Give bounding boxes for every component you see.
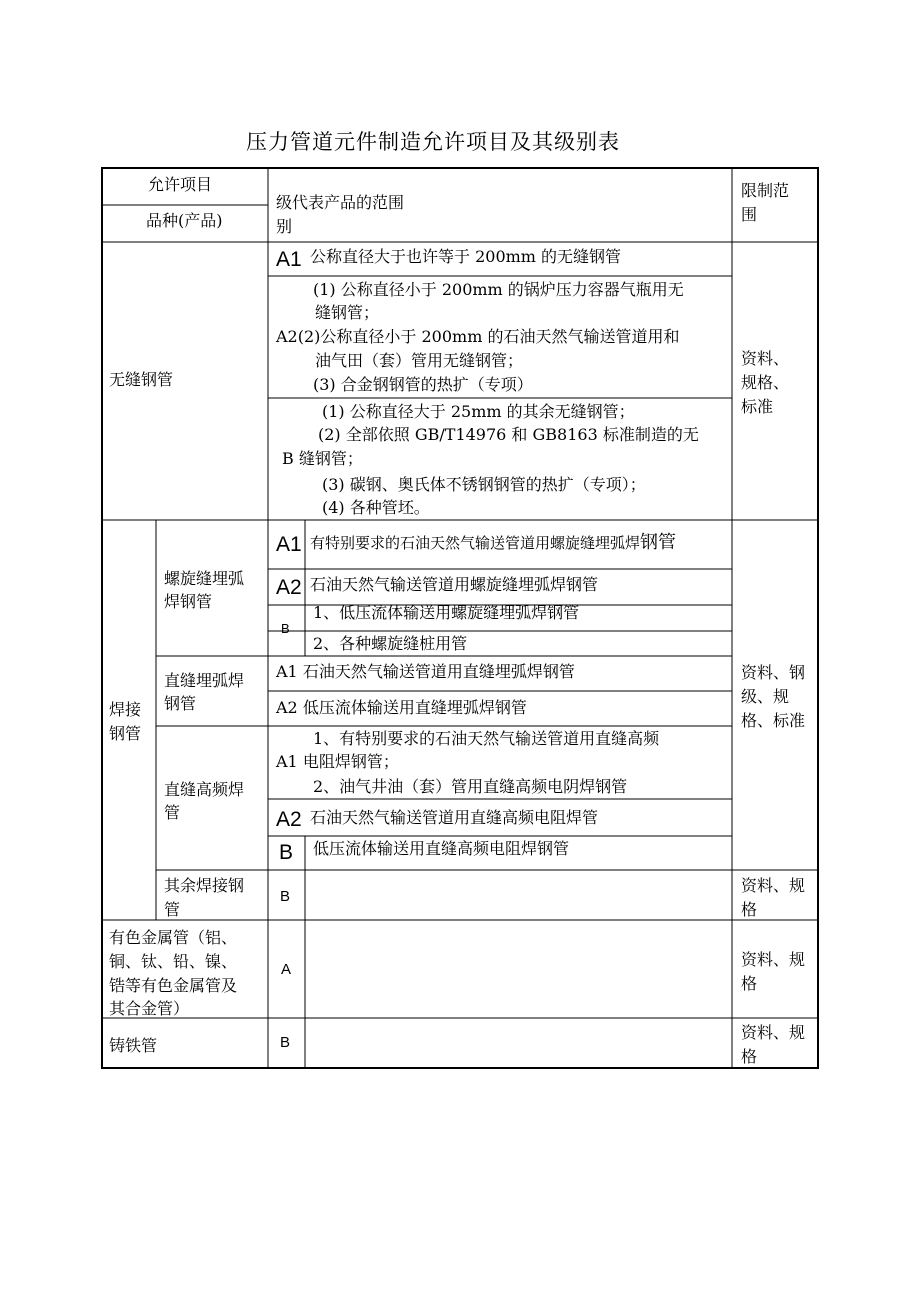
welded-limit-2: 级、规 xyxy=(741,687,790,706)
seamless-a2-line1: (1) 公称直径小于 200mm 的锅炉压力容器气瓶用无 xyxy=(313,280,684,299)
other-welded-limit-2: 格 xyxy=(741,900,758,919)
lsaw-name-1: 直缝埋弧焊 xyxy=(164,671,245,690)
seamless-limit-3: 标准 xyxy=(741,397,774,416)
nonferrous-name-4: 其合金管） xyxy=(109,999,190,1018)
castiron-code: B xyxy=(280,1034,291,1051)
seamless-b-line2: (2) 全部依照 GB/T14976 和 GB8163 标准制造的无 xyxy=(318,425,699,444)
castiron-limit-2: 格 xyxy=(741,1047,758,1066)
erw-name-2: 管 xyxy=(164,803,181,822)
nonferrous-code: A xyxy=(281,961,292,978)
seamless-a1-text: 公称直径大于也许等于 200mm 的无缝钢管 xyxy=(310,247,622,266)
spiral-b-line2: 2、各种螺旋缝桩用管 xyxy=(313,634,468,653)
spiral-a1-text xyxy=(310,531,676,555)
welded-limit-3: 格、标准 xyxy=(741,711,806,730)
erw-b-text: 低压流体输送用直缝高频电阻焊钢管 xyxy=(313,839,570,858)
header-limit-suffix: 围 xyxy=(741,205,758,224)
seamless-b-line1: (1) 公称直径大于 25mm 的其余无缝钢管； xyxy=(322,402,635,421)
header-level-suffix: 别 xyxy=(276,217,293,236)
spiral-b-line1: 1、低压流体输送用螺旋缝埋弧焊钢管 xyxy=(313,603,580,622)
spiral-b-code: B xyxy=(281,621,290,636)
welded-name-2: 钢管 xyxy=(109,724,142,743)
erw-b-code: B xyxy=(279,841,294,864)
seamless-name: 无缝钢管 xyxy=(109,370,174,389)
other-welded-name-1: 其余焊接钢 xyxy=(164,876,245,895)
seamless-b-line4: (3) 碳钢、奥氏体不锈钢钢管的热扩（专项）； xyxy=(322,475,646,494)
other-welded-name-2: 管 xyxy=(164,900,181,919)
seamless-a2-line2: 缝钢管； xyxy=(315,303,380,322)
spiral-a2-text: 石油天然气输送管道用螺旋缝埋弧焊钢管 xyxy=(310,575,599,594)
seamless-b-line3: B 缝钢管； xyxy=(282,449,363,468)
welded-limit-1: 资料、钢 xyxy=(741,663,806,682)
seamless-limit-2: 规格、 xyxy=(741,373,790,392)
spiral-name-1: 螺旋缝埋弧 xyxy=(164,569,245,588)
seamless-a1-code: A1 xyxy=(276,248,302,271)
seamless-a2-line4: 油气田（套）管用无缝钢管； xyxy=(315,351,524,370)
lsaw-a1: A1 石油天然气输送管道用直缝埋弧焊钢管 xyxy=(276,662,575,681)
spiral-a1-code: A1 xyxy=(276,533,302,556)
nonferrous-name-1: 有色金属管（铝、 xyxy=(109,928,238,947)
header-limit: 限制范 xyxy=(741,181,790,200)
spiral-a2-code: A2 xyxy=(276,576,302,599)
castiron-name: 铸铁管 xyxy=(109,1036,158,1055)
page-title: 压力管道元件制造允许项目及其级别表 xyxy=(246,130,620,154)
lsaw-a2: A2 低压流体输送用直缝埋弧焊钢管 xyxy=(276,698,527,717)
seamless-a2-line3: A2(2)公称直径小于 200mm 的石油天然气输送管道用和 xyxy=(276,327,680,346)
nonferrous-name-2: 铜、钛、铅、镍、 xyxy=(109,952,238,971)
seamless-b-line5: (4) 各种管坯。 xyxy=(322,498,430,517)
erw-name-1: 直缝高频焊 xyxy=(164,780,245,799)
erw-a1-line3: 2、油气井油（套）管用直缝高频电阴焊钢管 xyxy=(313,777,628,796)
erw-a2-text: 石油天然气输送管道用直缝高频电阻焊管 xyxy=(310,808,599,827)
header-variety: 品种(产品) xyxy=(146,211,223,230)
header-permit-item: 允许项目 xyxy=(148,175,213,194)
spiral-a1-text-main: 有特别要求的石油天然气输送管道用螺旋缝埋弧焊 xyxy=(310,534,641,552)
welded-name-1: 焊接 xyxy=(109,700,142,719)
spiral-a1-text-tail: 钢管 xyxy=(640,532,677,553)
lsaw-name-2: 钢管 xyxy=(164,694,197,713)
erw-a1-line1: 1、有特别要求的石油天然气输送管道用直缝高频 xyxy=(313,729,660,748)
castiron-limit-1: 资料、规 xyxy=(741,1023,806,1042)
nonferrous-limit-2: 格 xyxy=(741,974,758,993)
seamless-a2-line5: (3) 合金钢钢管的热扩（专项） xyxy=(313,375,533,394)
nonferrous-name-3: 锆等有色金属管及 xyxy=(109,976,238,995)
other-welded-code: B xyxy=(280,888,291,905)
spiral-name-2: 焊钢管 xyxy=(164,592,213,611)
erw-a1-line2: A1 电阻焊钢管； xyxy=(276,752,399,771)
nonferrous-limit-1: 资料、规 xyxy=(741,950,806,969)
header-level-range: 级代表产品的范围 xyxy=(276,193,405,212)
seamless-limit-1: 资料、 xyxy=(741,349,790,368)
erw-a2-code: A2 xyxy=(276,808,302,831)
other-welded-limit-1: 资料、规 xyxy=(741,876,806,895)
